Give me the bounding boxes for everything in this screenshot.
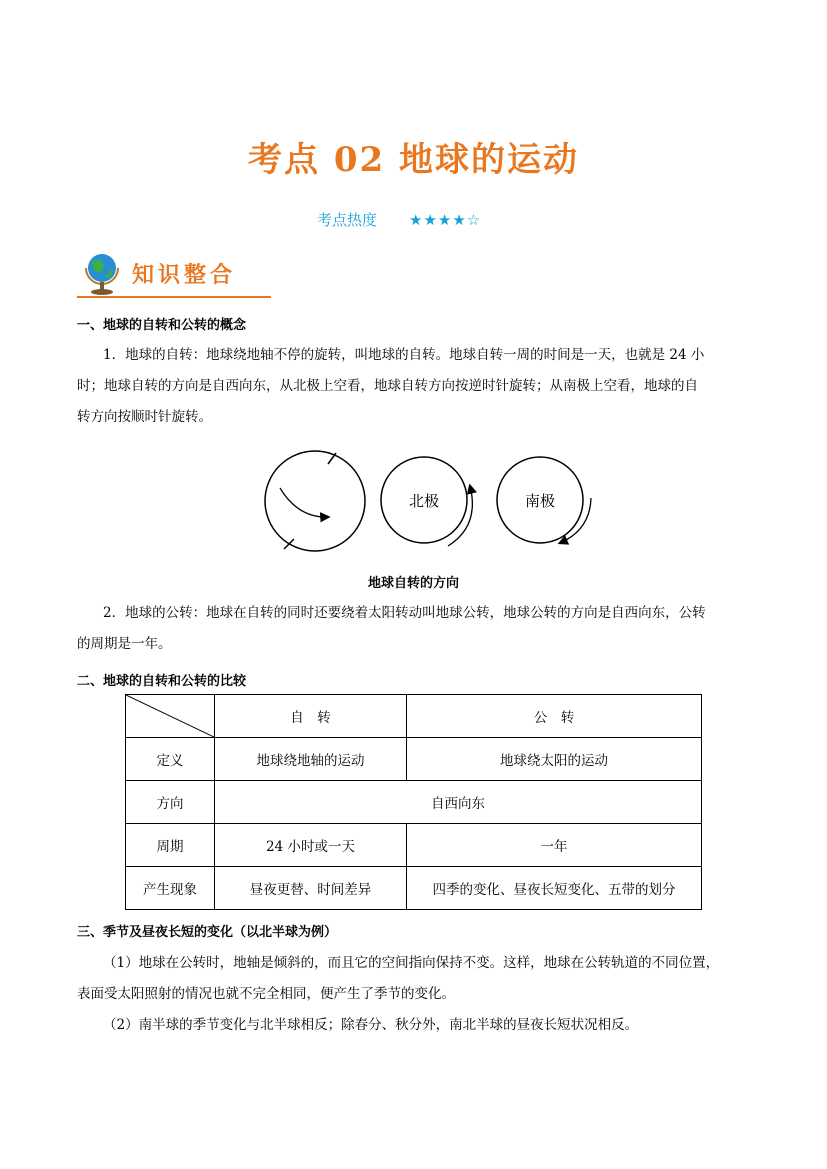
- section-1-heading: 一、地球的自转和公转的概念: [77, 318, 247, 333]
- cell-merged: 自西向东: [215, 781, 702, 824]
- section-3-heading: 三、季节及昼夜长短的变化（以北半球为例）: [77, 925, 338, 940]
- globe-side-view: [265, 451, 365, 551]
- cell-revolution: 一年: [407, 824, 702, 867]
- heat-label: 考点热度: [317, 211, 378, 229]
- section-1-paragraph-1: [77, 340, 751, 433]
- table-row: [126, 781, 702, 824]
- row-label: 方向: [126, 781, 215, 824]
- section-3-paragraph-2: [77, 1010, 751, 1041]
- north-pole-label: 北极: [408, 492, 440, 510]
- table-row: [126, 824, 702, 867]
- text-line: 表面受太阳照射的情况也就不完全相同，便产生了季节的变化。: [77, 986, 455, 1002]
- diagonal-corner-cell: [126, 695, 215, 738]
- section-1-paragraph-2: [77, 598, 751, 660]
- section-banner-title: 知识整合: [132, 263, 237, 288]
- cell-rotation: 24 小时或一天: [215, 824, 407, 867]
- south-pole-label: 南极: [524, 492, 556, 510]
- page-title: 考点 02 地球的运动: [248, 140, 579, 180]
- text-line: 的周期是一年。: [77, 636, 172, 652]
- banner-divider: [77, 296, 271, 298]
- cell-revolution: 地球绕太阳的运动: [407, 738, 702, 781]
- text-line: 2．地球的公转：地球在自转的同时还要绕着太阳转动叫地球公转，地球公转的方向是自西向东，公转: [103, 605, 706, 621]
- heat-stars: ★★★★☆: [409, 211, 482, 229]
- globe-north-pole-view: [381, 457, 472, 546]
- row-label: 产生现象: [126, 867, 215, 910]
- section-3-paragraph-1: [77, 948, 751, 1010]
- header-revolution: 公 转: [407, 695, 702, 738]
- table-row: [126, 738, 702, 781]
- text-line: 转方向按顺时针旋转。: [77, 409, 212, 425]
- heat-rating: [317, 209, 481, 230]
- text-line: 1．地球的自转：地球绕地轴不停的旋转，叫地球的自转。地球自转一周的时间是一天，也就是 24 小: [103, 347, 705, 363]
- cell-rotation: 昼夜更替、时间差异: [215, 867, 407, 910]
- globe-south-pole-view: [497, 457, 591, 543]
- diagonal-line: [126, 695, 214, 737]
- text-line: （2）南半球的季节变化与北半球相反；除春分、秋分外，南北半球的昼夜长短状况相反。: [103, 1017, 639, 1033]
- cell-revolution: 四季的变化、昼夜长短变化、五带的划分: [407, 867, 702, 910]
- cell-rotation: 地球绕地轴的运动: [215, 738, 407, 781]
- text-line: 时；地球自转的方向是自西向东，从北极上空看，地球自转方向按逆时针旋转；从南极上空看，地球的自: [77, 378, 698, 394]
- comparison-table: [125, 694, 702, 910]
- text-line: （1）地球在公转时，地轴是倾斜的，而且它的空间指向保持不变。这样，地球在公转轨道的不同位置，: [103, 955, 720, 971]
- section-2-heading: 二、地球的自转和公转的比较: [77, 674, 247, 689]
- rotation-direction-figure: [258, 448, 608, 558]
- table-header-row: [126, 695, 702, 738]
- figure-caption: 地球自转的方向: [367, 576, 459, 591]
- row-label: 周期: [126, 824, 215, 867]
- header-rotation: 自 转: [215, 695, 407, 738]
- row-label: 定义: [126, 738, 215, 781]
- table-row: [126, 867, 702, 910]
